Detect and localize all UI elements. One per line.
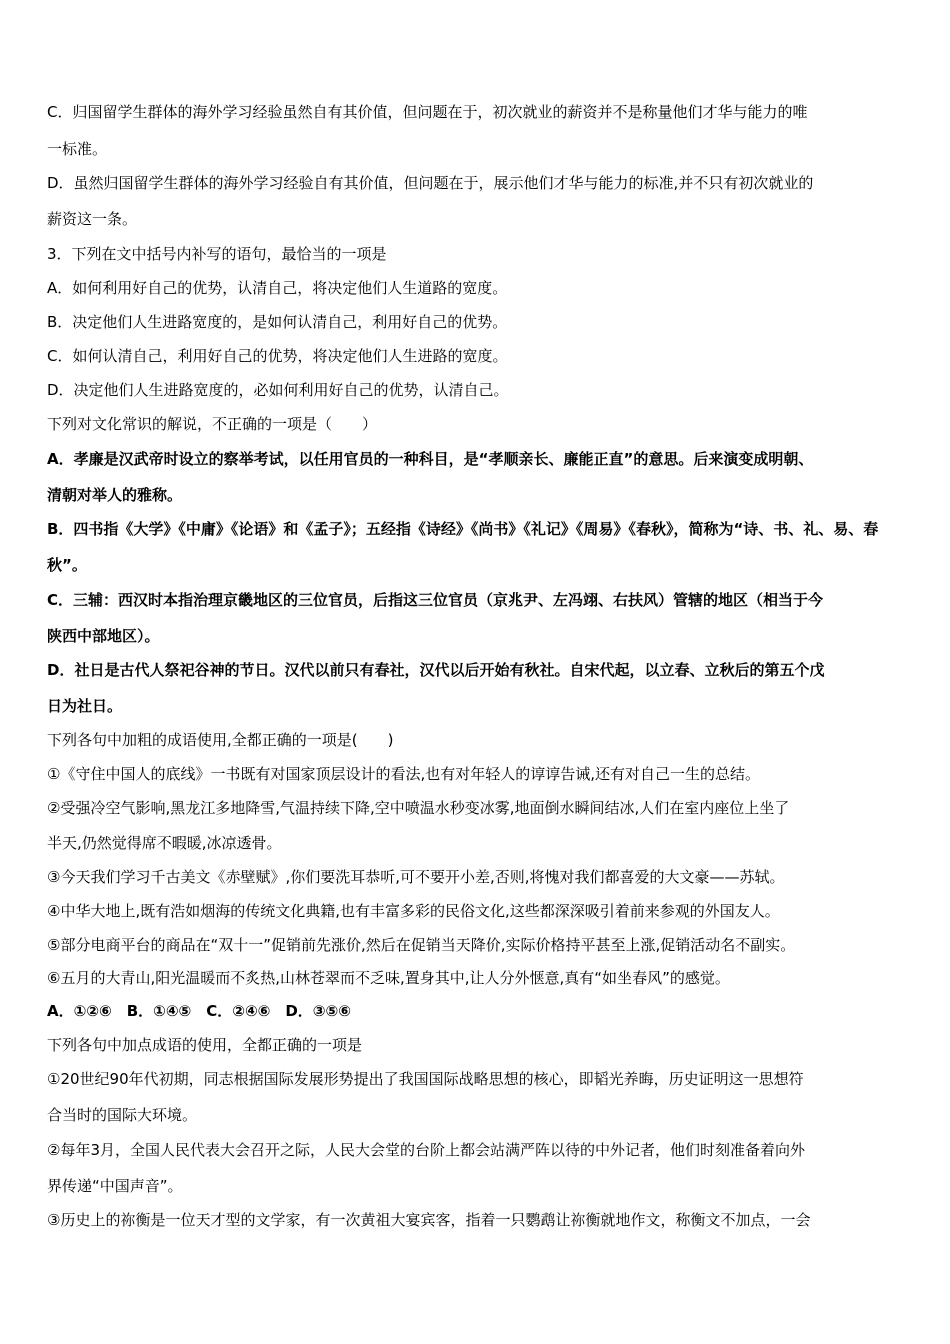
q3-option-b: B．决定他们人生进路宽度的，是如何认清自己，利用好自己的优势。 [47,313,508,331]
culture-option-b-line-1: B．四书指《大学》《中庸》《论语》和《孟子》；五经指《诗经》《尚书》《礼记》《周易》《春秋》，简称为“诗、书、礼、易、春 [47,520,879,538]
q3-option-d: D．决定他们人生进路宽度的，必如何利用好自己的优势，认清自己。 [47,381,509,399]
idiom-answer-options: A．①②⑥ B．①④⑤ C．②④⑥ D．③⑤⑥ [47,1002,351,1020]
idiom-sentence-2-line-1: ②受强冷空气影响,黑龙江多地降雪,气温持续下降,空中喷温水秒变冰雾,地面倒水瞬间结冰,人们在室内座位上坐了 [47,799,790,817]
option-c-line-2: 一标准。 [47,140,108,158]
dot-idiom-sentence-2-line-1: ②每年3月，全国人民代表大会召开之际，人民大会堂的台阶上都会站满严阵以待的中外记者，他们时刻准备着向外 [47,1141,805,1159]
idiom-sentence-4: ④中华大地上,既有浩如烟海的传统文化典籍,也有丰富多彩的民俗文化,这些都深深吸引着前来参观的外国友人。 [47,902,780,920]
culture-option-c-line-1: C．三辅：西汉时本指治理京畿地区的三位官员，后指这三位官员（京兆尹、左冯翊、右扶风）管辖的地区（相当于今 [47,591,824,609]
culture-option-a-line-2: 清朝对举人的雅称。 [47,486,183,504]
culture-option-b-line-2: 秋”。 [47,556,87,574]
option-d-line-2: 薪资这一条。 [47,210,138,228]
idiom-sentence-6: ⑥五月的大青山,阳光温暖而不炙热,山林苍翠而不乏味,置身其中,让人分外惬意,真有“如坐春风”的感觉。 [47,969,730,987]
culture-option-a-line-1: A．孝廉是汉武帝时设立的察举考试，以任用官员的一种科目，是“孝顺亲长、廉能正直”的意思。后来演变成明朝、 [47,450,814,468]
dot-idiom-sentence-1-line-1: ①20世纪90年代初期，同志根据国际发展形势提出了我国国际战略思想的核心，即韬光养晦，历史证明这一思想符 [47,1070,804,1088]
idiom-sentence-5: ⑤部分电商平台的商品在“双十一”促销前先涨价,然后在促销当天降价,实际价格持平甚至上涨,促销活动名不副实。 [47,936,796,954]
idiom-sentence-3: ③今天我们学习千古美文《赤壁赋》,你们要洗耳恭听,可不要开小差,否则,将愧对我们都喜爱的大文豪——苏轼。 [47,868,785,886]
dot-idiom-sentence-2-line-2: 界传递“中国声音”。 [47,1177,183,1195]
q3-option-a: A．如何利用好自己的优势，认清自己，将决定他们人生道路的宽度。 [47,279,508,297]
culture-question-stem: 下列对文化常识的解说，不正确的一项是（ ） [47,415,378,433]
idiom-sentence-1: ①《守住中国人的底线》一书既有对国家顶层设计的看法,也有对年轻人的谆谆告诫,还有对自己一生的总结。 [47,765,760,783]
dot-idiom-sentence-3-line-1: ③历史上的祢衡是一位天才型的文学家，有一次黄祖大宴宾客，指着一只鹦鹉让祢衡就地作文，称衡文不加点，一会 [47,1211,811,1229]
option-d-line-1: D．虽然归国留学生群体的海外学习经验自有其价值，但问题在于，展示他们才华与能力的标准,并不只有初次就业的 [47,174,814,192]
option-c-line-1: C．归国留学生群体的海外学习经验虽然自有其价值，但问题在于，初次就业的薪资并不是称量他们才华与能力的唯 [47,103,808,121]
dot-idiom-sentence-1-line-2: 合当时的国际大环境。 [47,1106,198,1124]
idiom-sentence-2-line-2: 半天,仍然觉得席不暇暖,冰凉透骨。 [47,834,282,852]
dot-idiom-question-stem: 下列各句中加点成语的使用，全都正确的一项是 [47,1036,363,1054]
culture-option-d-line-2: 日为社日。 [47,697,123,715]
question-3-stem: 3．下列在文中括号内补写的语句，最恰当的一项是 [47,245,387,263]
idiom-question-stem: 下列各句中加粗的成语使用,全都正确的一项是( ) [47,731,394,749]
q3-option-c: C．如何认清自己，利用好自己的优势，将决定他们人生进路的宽度。 [47,347,508,365]
culture-option-c-line-2: 陕西中部地区）。 [47,627,160,645]
culture-option-d-line-1: D．社日是古代人祭祀谷神的节日。汉代以前只有春社，汉代以后开始有秋社。自宋代起，以立春、立秋后的第五个戊 [47,661,825,679]
